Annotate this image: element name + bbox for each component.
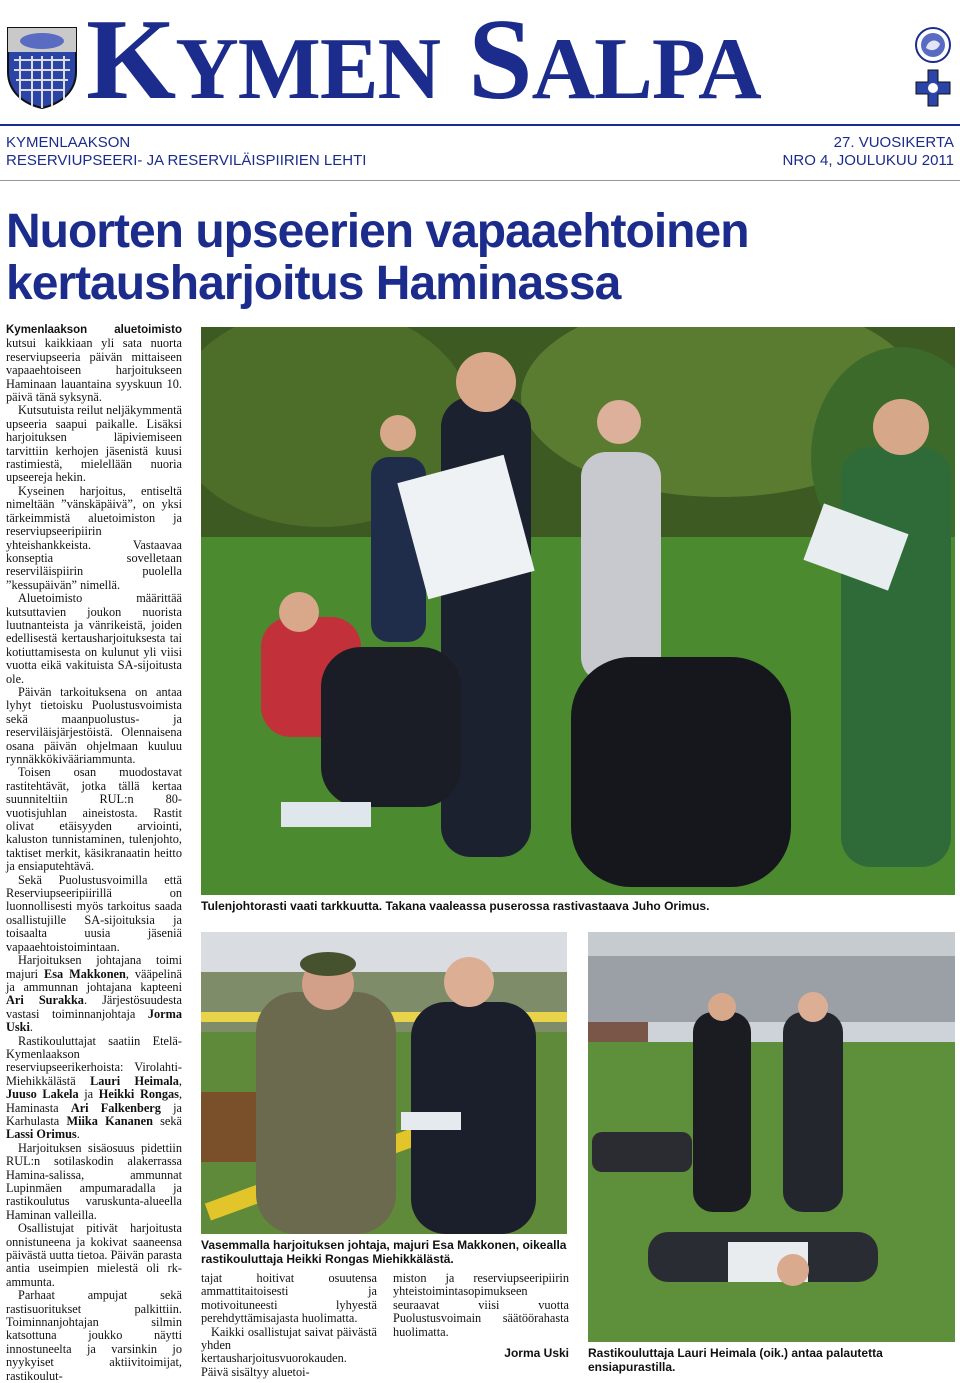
masthead-rule-bottom	[0, 180, 960, 181]
main-photo	[201, 327, 955, 895]
masthead-volume: 27. VUOSIKERTA	[833, 134, 954, 151]
article-body-column-3	[393, 1272, 569, 1339]
body-paragraph: Sekä Puolustusvoimilla että Reserviupseeripiirillä on luonnollisesti myös tarkoitus saada osallistujille SA-sijoituksia ja toisaalta uusia jäseniä vapaaehtoistoimintaan.	[6, 872, 182, 954]
masthead-issue: NRO 4, JOULUKUU 2011	[782, 152, 954, 169]
body-paragraph: Aluetoimisto määrittää kutsuttavien joukon nuorista luutnanteista ja vänrikeistä, joiden edellisestä kertausharjoituksesta tai kotiuttamisesta on kulunut yli viisi vuotta eikä vakituista SA-sijoitusta ole.	[6, 591, 182, 686]
first-aid-photo	[588, 932, 955, 1342]
masthead-title: KYMEN SALPA	[86, 0, 761, 124]
body-paragraph: Harjoituksen sisäosuus pidettiin RUL:n sotilaskodin alakerrassa Hamina-salissa, ammunnat Lupinmäen ampumaradalla ja rastikoulutus varuskunta-alueella Haminan valleilla.	[6, 1140, 182, 1222]
body-paragraph: Kyseinen harjoitus, entiseltä nimeltään ”vänskäpäivä”, on yksi tärkeimmistä aluetoimiston ja reserviupseeripiirin yhteishankkeista. Vastaavaa konseptia sovelletaan reserviläispiirin puolella ”kessupäivän” nimellä.	[6, 483, 182, 592]
cross-emblem-icon	[914, 68, 952, 108]
body-paragraph: Kutsutuista reilut neljäkymmentä upseeria saapui paikalle. Lisäksi harjoituksen läpiviemiseen tarvittiin kerhojen jäsenistä kuusi rastimiestä, mielellään nuoria upseereja hekin.	[6, 403, 182, 485]
body-paragraph: Harjoituksen johtajana toimi majuri Esa Makkonen, vääpelinä ja ammunnan johtajana kapteeni Ari Surakka. Järjestösuudesta vastasi toiminnanjohtaja Jorma Uski.	[6, 953, 182, 1035]
article-body-column	[6, 323, 182, 1383]
lead-paragraph: Kymenlaakson aluetoimisto kutsui kaikkiaan yli sata nuorta reserviupseeria päivän mittaiseen vapaaehtoiseen harjoitukseen Haminaan lauantaina syyskuun 10. päivä tänä syksynä.	[6, 324, 182, 405]
article-headline: Nuorten upseerien vapaaehtoinen kertausharjoitus Haminassa	[6, 205, 749, 310]
first-aid-photo-caption: Rastikouluttaja Lauri Heimala (oik.) antaa palautetta ensiapurastilla.	[588, 1346, 883, 1374]
masthead-subtitle-left-2: RESERVIUPSEERI- JA RESERVILÄISPIIRIEN LEHTI	[6, 152, 367, 169]
body-paragraph: Parhaat ampujat sekä rastisuoritukset palkittiin. Toiminnanjohtajan silmin katsottuna joukko näytti innostuneelta ja varsinkin jo nyykyiset aktiivitoimijat, rastikoulut-	[6, 1288, 182, 1383]
body-paragraph: Osallistujat pitivät harjoitusta onnistuneena ja kokivat saaneensa päivästä uutta tietoa. Päivän parasta antia useimpien mielestä oli rk-ammunta.	[6, 1221, 182, 1289]
main-photo-caption: Tulenjohtorasti vaati tarkkuutta. Takana vaaleassa puserossa rastivastaava Juho Orimus.	[201, 899, 710, 913]
body-paragraph: Toisen osan muodostavat rastitehtävät, jotka tällä kertaa suunniteltiin RUL:n 80-vuotisjuhlan aineistosta. Rastit olivat etäisyyden arviointi, kaluston tunnistaminen, tulenjohto, taktiset merkit, käsikranaatin heitto ja ensiaputehtävä.	[6, 765, 182, 874]
masthead-rule-top	[0, 124, 960, 126]
article-body-column-2	[201, 1272, 377, 1379]
coat-of-arms-icon	[6, 26, 78, 110]
body-paragraph: Päivän tarkoituksena on antaa lyhyt tietoisku Puolustusvoimista sekä maanpuolustus- ja reserviläisjärjestöistä. Olennaisena osana päivän ohjelmaan kuuluu rynnäkkökivääriammunta.	[6, 684, 182, 766]
body-paragraph: Kaikki osallistujat saivat päivästä yhden kertausharjoitusvuorokauden. Päivä sisältyy aluetoi-	[201, 1324, 377, 1379]
body-paragraph: miston ja reserviupseeripiirin yhteistoimintasopimukseen seuraavat viisi vuotta Puolustusvoimain säätöörahasta huolimatta.	[393, 1271, 569, 1339]
body-paragraph: Rastikouluttajat saatiin Etelä-Kymenlaakson reserviupseerikerhoista: Virolahti-Miehikkälästä Lauri Heimala, Juuso Lakela ja Heikki Rongas, Haminasta Ari Falkenberg ja Karhulasta Miika Kananen sekä Lassi Orimus.	[6, 1033, 183, 1142]
masthead-subtitle-left-1: KYMENLAAKSON	[6, 134, 131, 151]
lion-emblem-icon	[914, 26, 952, 64]
officers-photo-caption: Vasemmalla harjoituksen johtaja, majuri Esa Makkonen, oikealla rastikouluttaja Heikki Rongas Miehikkälästä.	[201, 1238, 567, 1266]
article-author: Jorma Uski	[504, 1346, 569, 1360]
body-paragraph: tajat hoitivat osuutensa ammattitaitoisesti ja motivoituneesti lyhyestä perehdyttämisajasta huolimatta.	[201, 1271, 377, 1326]
officers-photo	[201, 932, 567, 1234]
